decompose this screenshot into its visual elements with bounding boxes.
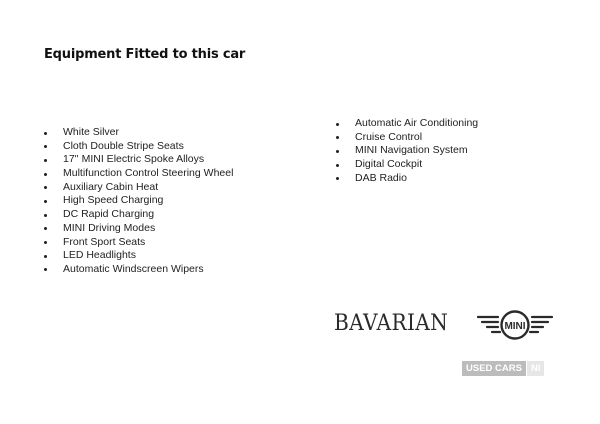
equipment-item (44, 236, 233, 250)
bullet-icon (336, 136, 339, 139)
equipment-item (44, 126, 233, 140)
used-cars-badge (462, 361, 544, 376)
bullet-icon (44, 255, 47, 258)
equipment-item (336, 144, 478, 158)
equipment-item-label: 17'' MINI Electric Spoke Alloys (63, 153, 205, 166)
equipment-item (44, 194, 233, 208)
mini-wings-logo-icon (476, 310, 554, 340)
equipment-item (44, 167, 233, 181)
brand-label: MINI (504, 321, 526, 332)
bullet-icon (44, 132, 47, 135)
bullet-icon (44, 241, 47, 244)
equipment-item-label: Automatic Windscreen Wipers (63, 262, 204, 275)
equipment-item-label: High Speed Charging (63, 194, 164, 207)
bullet-icon (44, 159, 47, 162)
used-cars-label: USED CARS (462, 361, 526, 376)
equipment-item (336, 172, 478, 186)
dealer-name: BAVARIAN (334, 311, 449, 336)
bullet-icon (44, 227, 47, 230)
equipment-list-right (336, 117, 478, 185)
bullet-icon (336, 150, 339, 153)
equipment-item-label: MINI Driving Modes (63, 221, 156, 234)
bullet-icon (44, 268, 47, 271)
equipment-item (44, 153, 233, 167)
equipment-item (44, 263, 233, 277)
equipment-item (336, 117, 478, 131)
equipment-list-left (44, 126, 233, 277)
bullet-icon (44, 200, 47, 203)
bullet-icon (336, 164, 339, 167)
equipment-item-label: Cruise Control (355, 130, 423, 143)
equipment-item (44, 181, 233, 195)
equipment-item-label: Multifunction Control Steering Wheel (63, 167, 234, 180)
equipment-item (44, 208, 233, 222)
equipment-item-label: DC Rapid Charging (63, 208, 155, 221)
page-title: Equipment Fitted to this car (44, 47, 246, 62)
equipment-item (44, 249, 233, 263)
equipment-item-label: Front Sport Seats (63, 235, 146, 248)
equipment-item (44, 140, 233, 154)
equipment-item (336, 158, 478, 172)
equipment-item-label: White Silver (63, 126, 120, 138)
equipment-item-label: Auxiliary Cabin Heat (63, 180, 159, 193)
equipment-item-label: Cloth Double Stripe Seats (63, 139, 184, 152)
equipment-item-label: LED Headlights (63, 249, 136, 262)
bullet-icon (44, 214, 47, 217)
region-label: NI (527, 361, 545, 376)
equipment-item-label: Digital Cockpit (355, 158, 423, 171)
bullet-icon (44, 173, 47, 176)
bullet-icon (44, 145, 47, 148)
equipment-item-label: DAB Radio (355, 171, 407, 184)
bullet-icon (44, 186, 47, 189)
equipment-item-label: Automatic Air Conditioning (355, 117, 479, 129)
bullet-icon (336, 177, 339, 180)
equipment-item-label: MINI Navigation System (355, 144, 468, 157)
equipment-item (336, 131, 478, 145)
equipment-item (44, 222, 233, 236)
bullet-icon (336, 123, 339, 126)
